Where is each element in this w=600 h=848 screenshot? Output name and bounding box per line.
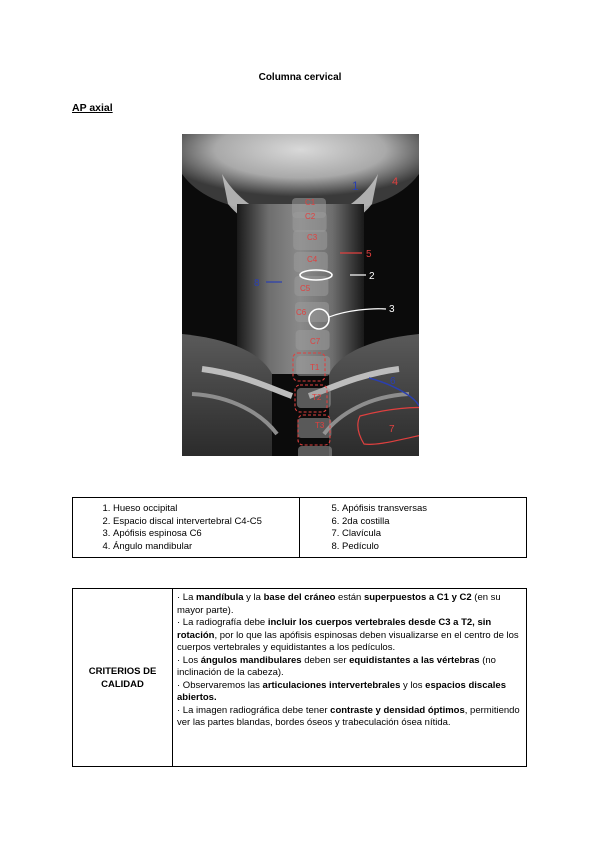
xray-illustration xyxy=(182,134,419,456)
vertebra-label: C2 xyxy=(305,212,316,221)
vertebra-label: T3 xyxy=(315,421,325,430)
legend-item: 6. 2da costilla xyxy=(342,516,526,529)
cervical-xray-image xyxy=(182,134,419,456)
marker-6: 6 xyxy=(390,376,396,387)
vertebra-label: T2 xyxy=(312,393,322,402)
criteria-body xyxy=(173,589,526,766)
marker-5: 5 xyxy=(366,249,372,260)
vertebra-label: C7 xyxy=(310,337,321,346)
marker-4: 4 xyxy=(392,176,399,188)
criteria-bold-run: contraste y densidad óptimos xyxy=(330,704,465,716)
legend-column-right xyxy=(299,498,526,557)
legend-list-right xyxy=(300,503,526,553)
criteria-item xyxy=(177,617,522,655)
criteria-text-run: están xyxy=(335,592,364,603)
marker-7: 7 xyxy=(389,424,395,435)
marker-8: 8 xyxy=(254,278,260,289)
criteria-text-run: deben ser xyxy=(301,654,350,666)
labels-legend-table xyxy=(72,497,527,558)
criteria-bold-run: mandíbula xyxy=(196,592,244,603)
vertebral-body xyxy=(298,446,332,456)
page-title: Columna cervical xyxy=(258,72,342,83)
legend-item: 2. Espacio discal intervertebral C4-C5 xyxy=(113,516,299,529)
legend-list-left xyxy=(73,503,299,553)
vertebra-label: C1 xyxy=(305,198,316,207)
quality-criteria-table xyxy=(72,588,527,767)
criteria-bold-run: ángulos mandibulares xyxy=(200,654,302,666)
marker-2: 2 xyxy=(369,271,375,282)
marker-3: 3 xyxy=(389,304,395,315)
criteria-text-run: (en su mayor parte). xyxy=(177,592,501,616)
criteria-text-run: · La xyxy=(177,592,197,603)
criteria-text-run: y los xyxy=(400,679,426,691)
criteria-text-run: · Los xyxy=(177,654,201,666)
legend-item: 5. Apófisis transversas xyxy=(342,503,526,516)
criteria-text-run: · Observaremos las xyxy=(177,679,263,691)
vertebra-label: C6 xyxy=(296,308,307,317)
criteria-text-run: · La imagen radiográfica debe tener xyxy=(177,704,331,716)
criteria-item xyxy=(177,655,522,680)
legend-item: 8. Pedículo xyxy=(342,541,526,554)
legend-item: 1. Hueso occipital xyxy=(113,503,299,516)
vertebra-label: T1 xyxy=(310,363,320,372)
section-subtitle: AP axial xyxy=(72,102,113,114)
criteria-item xyxy=(177,680,522,705)
criteria-heading: CRITERIOS DE CALIDAD xyxy=(73,589,173,766)
criteria-item xyxy=(177,705,522,730)
criteria-text-run: y la xyxy=(243,592,264,603)
vertebra-label: C5 xyxy=(300,284,311,293)
criteria-text-run: , por lo que las apófisis espinosas deben visualizarse en el centro de los cuerpos vertebrales y equidistantes a los pedículos. xyxy=(177,629,519,653)
legend-item: 7. Clavícula xyxy=(342,528,526,541)
criteria-bold-run: base del cráneo xyxy=(263,592,336,603)
criteria-bold-run: articulaciones intervertebrales xyxy=(262,679,401,691)
criteria-bold-run: incluir los cuerpos vertebrales desde C3 a T2, sin rotación xyxy=(177,617,492,641)
criteria-text-run: (no inclinación de la cabeza). xyxy=(177,654,496,678)
marker-1: 1 xyxy=(352,179,359,193)
vertebra-label: C4 xyxy=(307,255,318,264)
legend-item: 4. Ángulo mandibular xyxy=(113,541,299,554)
criteria-bold-run: equidistantes a las vértebras xyxy=(349,654,480,666)
criteria-item xyxy=(177,592,522,617)
criteria-text-run: · La radiografía debe xyxy=(177,617,268,628)
criteria-bold-run: superpuestos a C1 y C2 xyxy=(363,592,472,603)
legend-column-left xyxy=(73,498,299,557)
criteria-text-run: , permitiendo ver las partes blandas, bordes óseos y trabeculación ósea nítida. xyxy=(177,704,520,728)
legend-item: 3. Apófisis espinosa C6 xyxy=(113,528,299,541)
vertebra-label: C3 xyxy=(307,233,318,242)
criteria-bold-run: espacios discales abiertos. xyxy=(177,679,506,703)
